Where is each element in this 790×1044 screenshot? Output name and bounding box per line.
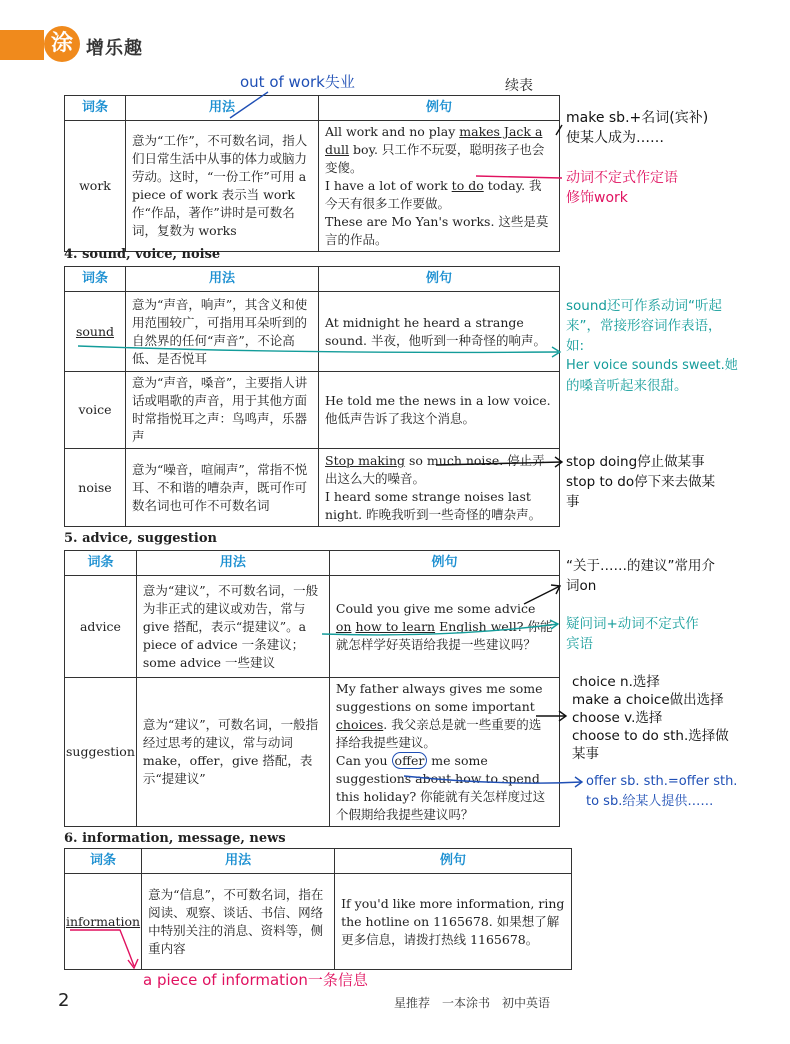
usage-sound: 意为“声音，响声”，其含义和使用范围较广，可指用耳朵听到的自然界的任何“声音”，不论高低、是否悦耳 [126,292,319,372]
example-work: All work and no play makes Jack a dull boy. 只工作不玩耍，聪明孩子也会变傻。 I have a lot of work to do today. 我今天有很多工作要做。 These are Mo Yan's works. 这些是莫言的作品。 [319,121,560,252]
word-suggestion: suggestion [65,678,137,827]
section-6-title: 6. information, message, news [64,831,286,846]
col-example-header: 例句 [319,267,560,292]
note-about-2: 词on [566,578,597,594]
information-table [64,848,572,970]
col-usage-header: 用法 [126,267,319,292]
sound-table [64,266,560,527]
col-usage-header: 用法 [142,849,335,874]
word-advice: advice [65,576,137,678]
work-table [64,95,560,252]
note-sound-3: 如: [566,338,585,354]
word-sound: sound [65,292,126,372]
note-make-sb-2: 使某人成为…… [566,130,664,146]
word-work: work [65,121,126,252]
col-usage-header: 用法 [136,551,329,576]
example-suggestion: My father always gives me some suggestions on some important choices. 我父亲总是就一些重要的选择给我提些建议。 Can you offer me some suggestions about how to spend this holiday? 你能就有关怎样度过这个假期给我提些建议吗？ [329,678,559,827]
col-word-header: 词条 [65,551,137,576]
word-noise: noise [65,449,126,527]
note-choice-1: choice n.选择 [572,674,660,690]
usage-voice: 意为“声音，嗓音”，主要指人讲话或唱歌的声音，用于其他方面时常指悦耳之声：鸟鸣声，乐器声 [126,372,319,449]
continued-label: 续表 [505,78,533,94]
col-example-header: 例句 [335,849,572,874]
note-sound-4: Her voice sounds sweet.她 [566,358,738,373]
col-word-header: 词条 [65,96,126,121]
header-band [0,30,44,60]
note-make-sb-1: make sb.+名词(宾补) [566,110,709,126]
note-choice-2: make a choice做出选择 [572,692,724,708]
section-5-title: 5. advice, suggestion [64,531,217,546]
col-word-header: 词条 [65,267,126,292]
example-information: If you'd like more information, ring the hotline on 1165678. 如果想了解更多信息，请拨打热线 1165678。 [335,874,572,970]
example-advice: Could you give me some advice on how to learn English well? 你能就怎样学好英语给我提一些建议吗？ [329,576,559,678]
note-sound-2: 来”，常接形容词作表语， [566,318,722,334]
note-stop-2: stop to do停下来去做某 [566,474,716,490]
logo-text: 增乐趣 [86,38,143,59]
note-inf-attr-2: 修饰work [566,190,628,206]
col-example-header: 例句 [319,96,560,121]
usage-suggestion: 意为“建议”，可数名词，一般指经过思考的建议，常与动词 make，offer，give 搭配，表示“提建议” [136,678,329,827]
usage-noise: 意为“噪音，喧闹声”，常指不悦耳、不和谐的嘈杂声，既可作可数名词也可作不可数名词 [126,449,319,527]
page-number: 2 [58,990,70,1011]
advice-table [64,550,560,827]
example-voice: He told me the news in a low voice. 他低声告诉了我这个消息。 [319,372,560,449]
col-usage-header: 用法 [126,96,319,121]
note-stop-1: stop doing停止做某事 [566,454,705,470]
note-choice-5: 某事 [572,746,599,762]
note-wh-2: 宾语 [566,636,593,652]
col-example-header: 例句 [329,551,559,576]
note-wh-1: 疑问词+动词不定式作 [566,616,699,632]
section-4-title: 4. sound, voice, noise [64,247,221,262]
usage-advice: 意为“建议”，不可数名词，一般为非正式的建议或劝告，常与 give 搭配，表示“提建议”。a piece of advice 一条建议；some advice 一些建议 [136,576,329,678]
footer-text: 星推荐 一本涂书 初中英语 [394,996,551,1010]
usage-work: 意为“工作”，不可数名词，指人们日常生活中从事的体力或脑力劳动。这时，“一份工作”可用 a piece of work 表示当 work 作“作品，著作”讲时是可数名词，复数为 works [126,121,319,252]
note-offer-2: to sb.给某人提供…… [586,794,714,809]
example-sound: At midnight he heard a strange sound. 半夜，他听到一种奇怪的响声。 [319,292,560,372]
note-out-of-work: out of work失业 [240,73,355,91]
note-sound-5: 的嗓音听起来很甜。 [566,378,688,394]
col-word-header: 词条 [65,849,142,874]
note-stop-3: 事 [566,494,580,510]
logo: 涂 [44,26,80,62]
usage-information: 意为“信息”，不可数名词，指在阅读、观察、谈话、书信、网络中特别关注的消息、资料等，侧重内容 [142,874,335,970]
note-choice-3: choose v.选择 [572,710,663,726]
note-choice-4: choose to do sth.选择做 [572,728,729,744]
note-about-1: “关于……的建议”常用介 [566,558,715,574]
note-inf-attr-1: 动词不定式作定语 [566,170,678,186]
word-voice: voice [65,372,126,449]
note-piece-info: a piece of information一条信息 [143,971,368,989]
note-sound-1: sound还可作系动词“听起 [566,298,722,314]
example-noise: Stop making so much noise. 停止弄出这么大的噪音。 I heard some strange noises last night. 昨晚我听到一些奇怪的嘈杂声。 [319,449,560,527]
note-offer-1: offer sb. sth.=offer sth. [586,774,738,789]
word-information: information [65,874,142,970]
